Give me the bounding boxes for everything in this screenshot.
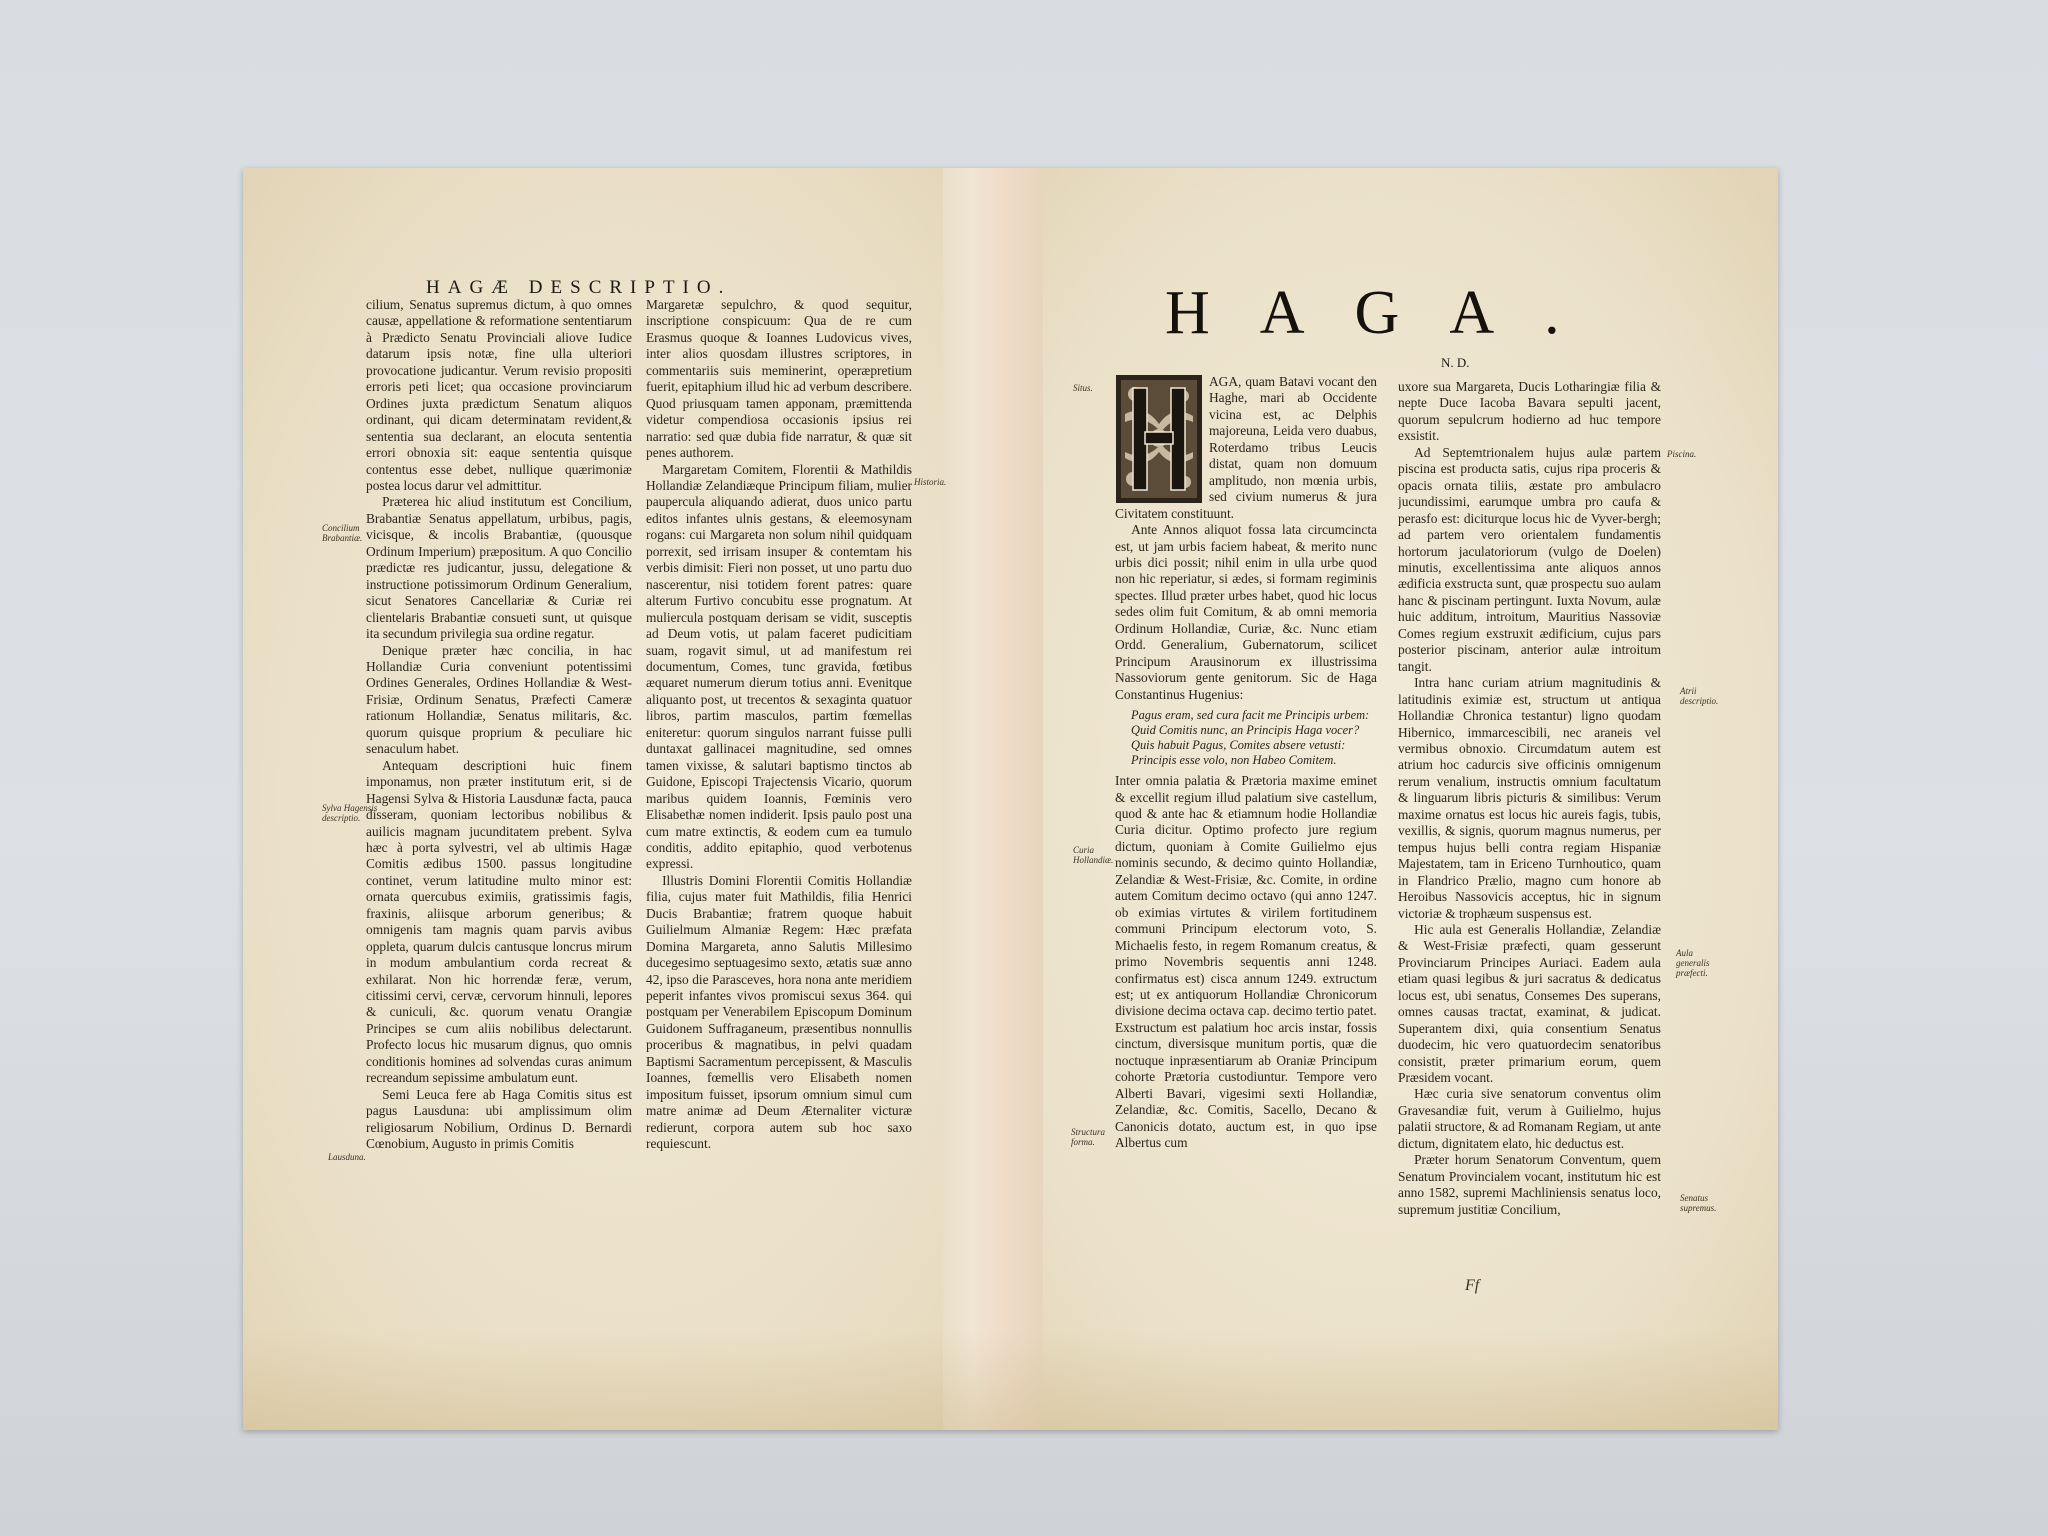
paragraph: Illustris Domini Florentii Comitis Hollandiæ filia, cujus mater fuit Mathildis, filia Henrici Ducis Brabantiæ; fratrem quoque habuit Guilielmum Almaniæ Regem: Hæc præfata Domina Margareta, anno Salutis Millesimo ducegesimo septuagesimo sexto, ætatis suæ anno 42, ipso die Parasceves, hora nona ante meridiem peperit infantes vivos promiscui sexus 364. qui postquam per Venerabilem Episcopum Dominum Guidonem Suffraganeum, præsentibus nonnullis proceribus & magnatibus, in pelvi quadam Baptismi Sacramentum percepissent, & Masculis Ioannes, fœmellis vero Elisabeth nomen impositum fuisset, ipsorum omnium simul cum matre animæ ad Deum Æternaliter victuræ redierunt, corpora autem sub hoc saxo requiescunt. <box>646 872 912 1152</box>
margin-note: Concilium Brabantiæ. <box>322 523 363 543</box>
right-page-subtitle: N. D. <box>1441 355 1470 370</box>
paragraph: AGA, quam Batavi vocant den Haghe, mari ab Occidente vicina est, ac Delphis majoreuna, Leida vero duabus, Roterdamo tribus Leucis distat, quam non domuum amplitudo, non mœnia urbis, sed civium numerus & jura Civitatem constituunt. <box>1115 374 1377 521</box>
paragraph: Margaretæ sepulchro, & quod sequitur, inscriptione conspicuum: Qua de re cum Erasmus quoque & Ioannes Ludovicus vives, inter alios quosdam illustres scriptores, in commentariis suis meminerint, operæpretium fuerit, epitaphium illud hic ad verbum describere. Quod priusquam tamen apponam, præmittenda videtur compendiosa occasionis ipsius rei narratio: sed quæ dubia fide narratur, & quæ sit penes authorem. <box>646 297 912 461</box>
paragraph: uxore sua Margareta, Ducis Lotharingiæ filia & nepte Duce Iacoba Bavara sepulti jacent, quorum sepulcrum hodierno ad huc tempore exsistit. <box>1398 379 1661 444</box>
paragraph: Præter horum Senatorum Conventum, quem Senatum Provincialem vocant, institutum hic est anno 1582, supremi Machliniensis senatus loco, supremum justitiæ Concilium, <box>1398 1152 1661 1217</box>
right-page-title: HAGA. <box>1165 279 1610 347</box>
paragraph: Ad Septemtrionalem hujus aulæ partem piscina est producta satis, cujus ripa proceris & opacis ornata tiliis, æstate pro ambulacro jucundissimi, earumque umbra pro caufa & perasfo est: diciturque locus hic de Vyver-bergh; ad partem vero orientalem fundamentis hortorum jaculatoriorum (vulgo de Doelen) minutis, excellentissima ante aliquos annos ædificia exstructa sunt, quæ prospectu suo aulam hanc & piscinam pertingunt. Iuxta Novum, aulæ huic additum, introitum, Mauritius Nassoviæ Comes regium exstruxit ædificium, cujus pars posterior piscinam, anterior aulæ introitum tangit. <box>1398 444 1661 674</box>
margin-note: Senatus supremus. <box>1680 1193 1717 1213</box>
paragraph: cilium, Senatus supremus dictum, à quo omnes causæ, appellatione & reformatione sententiarum à Prædicto Senatu Provinciali aliove Iudice datarum ipsis notæ, fine ulla ulteriori provocatione judicantur. Verum revisio propositi erroris peti licet; qua occasione provinciarum Ordines juxta prædictum Senatum aliquos ordinant, qui dicam determinatam revident,& sententia sua declarant, an elocuta sententia errori obnoxia sit: eaque sententia quisque contentus esse debet, nullique quærimoniæ postea locus darur vel admittitur. <box>366 297 632 493</box>
margin-note: Sylva Hagensis descriptio. <box>322 803 378 823</box>
margin-note: Lausduna. <box>328 1152 366 1162</box>
verse-line: Pagus eram, sed cura facit me Principis urbem: <box>1131 708 1370 723</box>
margin-note: Atrii descriptio. <box>1680 686 1719 706</box>
margin-note: Curia Hollandiæ. <box>1073 845 1114 865</box>
margin-note: Structura forma. <box>1071 1127 1106 1147</box>
paragraph: Præterea hic aliud institutum est Concilium, Brabantiæ Senatus appellatum, urbibus, pagis, vicisque, & incolis Brabantiæ, (quousque Ordinum Imperium) præpositum. A quo Concilio prædictæ res judicantur, jussu, delegatione & instructione potissimorum Ordinum Generalium, sicut Senatores Cancellariæ & Curiæ rei clientelaris Brabantiæ consueti sunt, ut quisque ita secundum privilegia sua ordine regatur. <box>366 494 632 642</box>
margin-note: Aula generalis præfecti. <box>1676 948 1710 978</box>
margin-note: Situs. <box>1073 383 1093 393</box>
paragraph: Margaretam Comitem, Florentii & Mathildis Hollandiæ Zelandiæque Principum filiam, mulier paupercula aliquando adierat, duos unico partu editos infantes ulnis gestans, & eleemosynam rogans: cui Margareta non solum nihil quidquam porrexit, sed irrisam insuper & contemtam his verbis dimisit: Fieri non posset, ut uno partu duo nascerentur, nisi totidem forent patres: quare alterum Furtivo concubitu esse prognatum. At muliercula postquam derisam se vidit, susceptis ad Deum votis, ut palam faceret pudicitiam suam, rogavit simul, ut ad manifestum rei documentum, Comes, tunc gravida, fœtibus æquaret numerum dierum totius anni. Evenitque aliquanto post, ut trecentos & sexaginta quatuor libros, partim masculos, partim fœmellas eniteretur: quorum singulos narrant fuisse pulli duntaxat gallinacei magnitudine, sed omnes tamen vixisse, & salutari baptismo tinctos ab Guidone, Episcopi Trajectensis Vicario, quorum maribus quidem Ioannis, Fœminis vero Elisabethæ nomen indiderit. Ipsis paulo post una cum matre extinctis, & eodem cum ea tumulo conditis, addito epitaphio, quod verbotenus expressi. <box>646 461 912 872</box>
verse-line: Quis habuit Pagus, Comites absere vetusti: <box>1131 738 1346 753</box>
paragraph: Denique præter hæc concilia, in hac Hollandiæ Curia conveniunt potentissimi Ordines Generales, Ordines Hollandiæ & West-Frisiæ, Ordinum Senatus, Præfecti Cameræ rationum Hollandiæ, Senatus militaris, &c. quorum quisque proprium & peculiare hic senaculum habet. <box>366 642 632 757</box>
paragraph: Intra hanc curiam atrium magnitudinis & latitudinis eximiæ est, structum ut antiqua Hollandiæ Chronica testantur) ligno quodam Hibernico, immarcescibili, nec araneis vel vermibus obnoxio. Circumdatum autem est atrium hoc cadurcis sive officinis omnigenum rerum venalium, instructis omnium facultatum & linguarum libris picturis & similibus: Verum maxime ornatus est locus hic aureis fagis, tubis, vexillis, & signis, quorum magnus numerus, per tempus hujus belli contra regiam Hispaniæ Majestatem, tam in Ericeno Turnhoutico, quam in Flandrico Prælio, magno cum honore ab Heroibus Nassovicis acceptus, hic in signum victoriæ & trophæum suspensus est. <box>1398 675 1661 921</box>
verse-line: Principis esse volo, non Habeo Comitem. <box>1131 753 1337 768</box>
signature-mark: Ff <box>1465 1277 1480 1294</box>
paragraph: Inter omnia palatia & Prætoria maxime eminet & excellit regium illud palatium sive castellum, quod & ante hac & etiamnum hodie Hollandiæ Curia dicitur. Optimo profecto jure regium dictum, quoniam à Comite Guilielmo ejus nominis secundo, & decimo quinto Hollandiæ, Zelandiæ & West-Frisiæ, &c. Comite, in ordine autem Comitum decimo octavo (qui anno 1247. ob eximias virtutes & virilem fortitudinem communi Principum electorum voto, S. Michaelis festo, in regem Romanum creatus, & primo Novembris sequentis anni 1248. confirmatus est) cisca annum 1249. extructum est; ut ex antiquorum Hollandiæ Chronicorum divisione decima octava cap. decimo tertio patet. <box>1115 773 1377 1019</box>
right-column-2 <box>1398 379 1661 1279</box>
paragraph: Hic aula est Generalis Hollandiæ, Zelandiæ & West-Frisiæ præfecti, quam gesserunt Provinciarum Principes Auriaci. Eadem aula etiam quasi legibus & juri sacratus & dedicatus locus est, ubi senatus, Consemes Des superans, omnes causas tractat, examinat, & judicat. Superantem dixi, quia consentium Senatus duodecim, hic vero quatuordecim senatoribus consistit, præter primarium eorum, quem Præsidem vocant. <box>1398 921 1661 1086</box>
paragraph: Exstructum est palatium hoc arcis instar, fossis cinctum, diversisque munitum portis, quæ die noctuque inpræsentiarum ab Oraniæ Principum cohorte Prætoria custodiuntur. Tempore vero Alberti Bavari, vigesimi sexti Hollandiæ, Zelandiæ, &c. Comitis, Sacello, Decano & Canonicis dotato, auctum est, in quo ipse Albertus cum <box>1115 1019 1377 1151</box>
left-column-2 <box>646 297 912 1212</box>
paragraph: Antequam descriptioni huic finem imponamus, non præter institutum erit, si de Hagensi Sylva & Historia Lausdunæ facta, pauca disseram, quoniam lectoribus nobilibus & auilicis magnam jucunditatem prebent. Sylva hæc à porta sylvestri, vel ab ultimis Hagæ Comitis ædibus 1500. passus longitudine continet, verum latitudine multo minor est: ornata quercubus eximiis, gratissimis fagis, fraxinis, aliisque arborum generibus; & omnigenis tam magnis quam parvis avibus oppleta, quarum dulcis cantusque loncrus mirum in modum ambulantium corda recreat & exhilarat. Non hic horrendæ feræ, verum, citissimi cervi, cervæ, cervorum hinnuli, lepores & cuniculi, &c. quorum venatu Orangiæ Principes se cum aliis nobilibus delectarunt. Profecto locus hic musarum dignus, quo omnis conditionis homines ad solvendas curas animum recreandum sepissime ambulatum eunt. <box>366 757 632 1086</box>
paper-stain <box>243 1330 1778 1430</box>
page-gutter <box>943 168 1043 1430</box>
left-column-1 <box>366 297 632 1212</box>
margin-note: Piscina. <box>1667 449 1697 459</box>
paragraph: Hæc curia sive senatorum conventus olim Gravesandiæ fuit, verum à Guilielmo, hujus palatii structore, & ad Romanam Regiam, ut ante dictum, dignitatem elato, hic deductus est. <box>1398 1086 1661 1151</box>
right-column-1 <box>1115 374 1377 1264</box>
verse-block <box>1131 708 1377 768</box>
left-page-title: HAGÆ DESCRIPTIO. <box>426 277 732 298</box>
verse-line: Quid Comitis nunc, an Principis Haga vocer? <box>1131 723 1360 738</box>
paragraph: Semi Leuca fere ab Haga Comitis situs est pagus Lausduna: ubi amplissimum olim religiosarum Nobilium, Ordinus D. Bernardi Cœnobium, Augusto in primis Comitis <box>366 1086 632 1152</box>
margin-note: Historia. <box>914 477 947 487</box>
ornamental-initial-h-icon <box>1115 374 1203 504</box>
paragraph: Ante Annos aliquot fossa lata circumcincta est, ut jam urbis faciem habeat, & merito nunc urbis dici possit; nihil enim in ulla urbe quod non hic reperiatur, si ædes, si formam regiminis spectes. Illud præter urbes habet, quod hic locus sedes olim fuit Comitum, & ab omni memoria Ordinum Hollandiæ, Curiæ, &c. Nunc etiam Ordd. Generalium, Gubernatorum, scilicet Principum Arausinorum ex illustrissima Nassoviorum gente genitorum. Sic de Haga Constantinus Hugenius: <box>1115 522 1377 702</box>
